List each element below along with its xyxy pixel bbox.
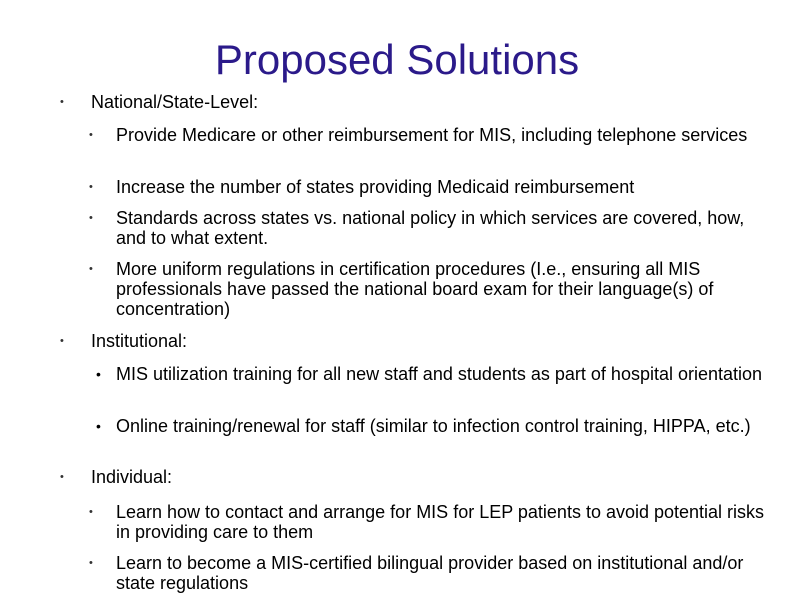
list-item: Provide Medicare or other reimbursement for MIS, including telephone services	[116, 125, 748, 145]
bullet-icon: •	[60, 471, 64, 483]
bullet-icon: •	[96, 366, 101, 382]
bullet-icon: •	[96, 418, 101, 434]
list-item: MIS utilization training for all new staff and students as part of hospital orientation	[116, 364, 763, 384]
section-heading-individual: Individual:	[91, 467, 173, 487]
bullet-icon: •	[89, 263, 93, 275]
bullet-icon: •	[60, 96, 64, 108]
section-heading-institutional: Institutional:	[91, 331, 188, 351]
bullet-icon: •	[89, 129, 93, 141]
bullet-icon: •	[89, 181, 93, 193]
bullet-icon: •	[89, 506, 93, 518]
list-item: Standards across states vs. national policy in which services are covered, how, and to what extent.	[116, 208, 745, 248]
list-item: Learn how to contact and arrange for MIS for LEP patients to avoid potential risks in providing care to them	[116, 502, 765, 542]
list-item: Online training/renewal for staff (similar to infection control training, HIPPA, etc.)	[116, 416, 751, 436]
bullet-icon: •	[60, 335, 64, 347]
bullet-icon: •	[89, 557, 93, 569]
list-item: More uniform regulations in certification procedures (I.e., ensuring all MIS professionals have passed the national board exam for their language(s) of concentration)	[116, 259, 714, 319]
bullet-icon: •	[89, 212, 93, 224]
section-heading-national: National/State-Level:	[91, 92, 259, 112]
list-item: Increase the number of states providing Medicaid reimbursement	[116, 177, 635, 197]
slide-title: Proposed Solutions	[214, 36, 580, 83]
list-item: Learn to become a MIS-certified bilingual provider based on institutional and/or state regulations	[116, 553, 744, 593]
